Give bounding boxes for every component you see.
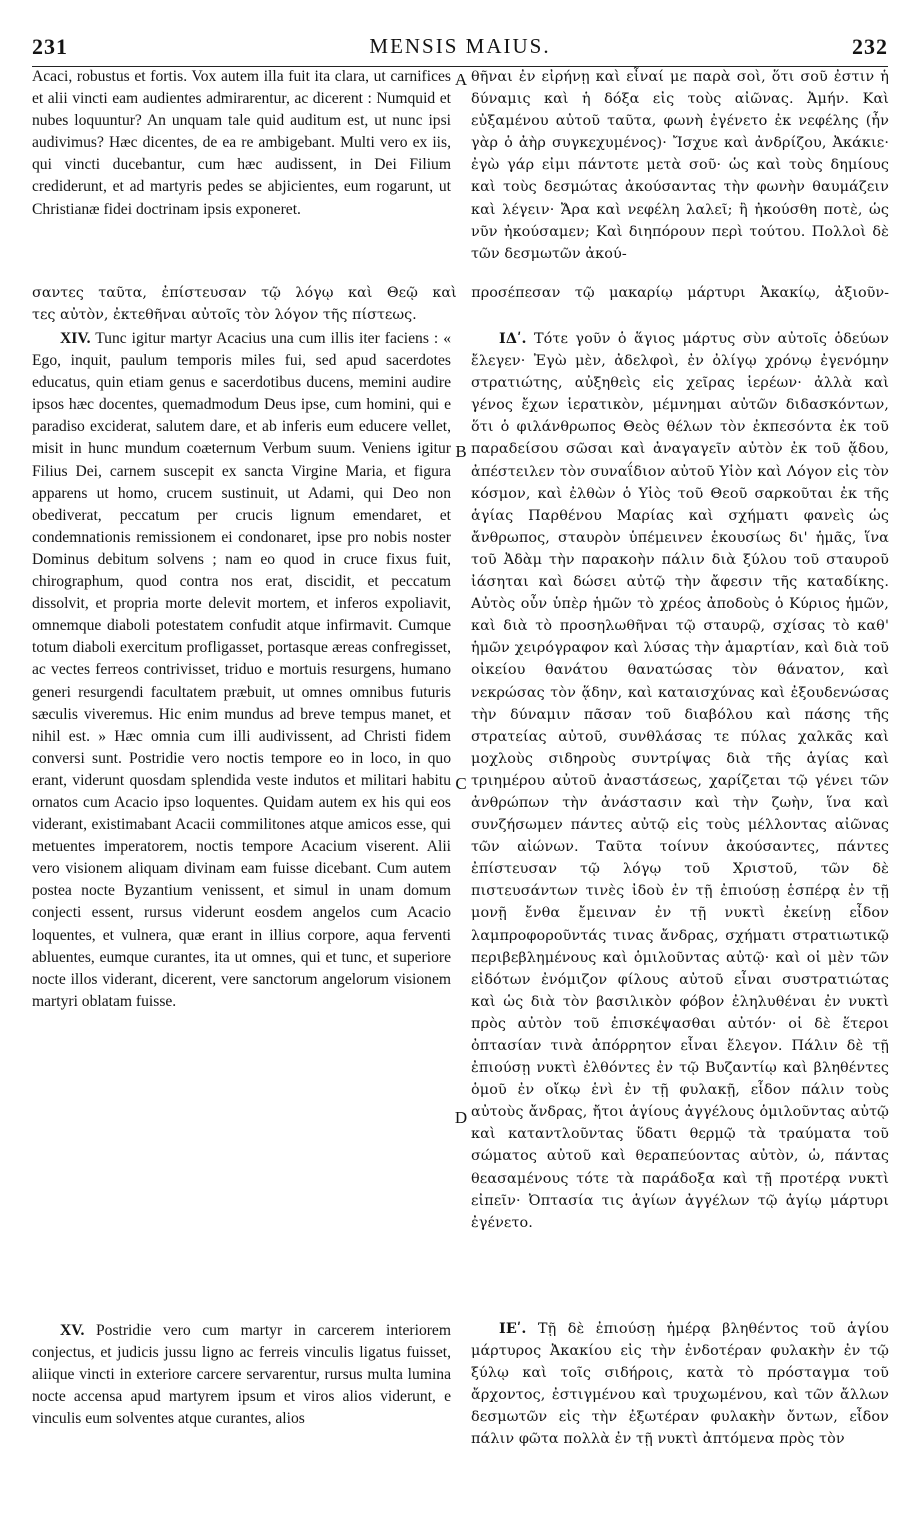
latin-column-top bbox=[32, 66, 451, 284]
page-number-left: 231 bbox=[32, 34, 68, 59]
greek-paragraph-top: θῆναι ἐν εἰρήνῃ καὶ εἶναί με παρὰ σοὶ, ὅτι σοῦ ἐστιν ἡ δύναμις καὶ ἡ δόξα εἰς τοὺς αἰῶνας. Ἀμήν. Καὶ εὐξαμένου αὐτοῦ ταῦτα, φωνὴ ἐγένετο ἐκ νεφέλης (ἦν γὰρ ὁ ἀὴρ συγκεχυμένος)· Ἴσχυε καὶ ἀνδρίζου, Ἀκάκιε· ἐγὼ γάρ εἰμι πάντοτε μετὰ σοῦ· ὡς καὶ τοὺς δημίους καὶ τοὺς δεσμώτας ἀκούσαντας τὴν φωνὴν θαυμάζειν καὶ λέγειν· Ἄρα καὶ νεφέλη λαλεῖ; ἢ ἠκούσθη ποτὲ, ὡς νῦν ἠκούσαμεν; Καὶ διηπόρουν περὶ τούτου. Πολλοὶ δὲ τῶν δεσμωτῶν ἀκού- bbox=[471, 69, 889, 262]
column-marker-d: D bbox=[454, 1108, 468, 1127]
latin-section-14-number: XIV. bbox=[60, 330, 91, 347]
page-number-right: 232 bbox=[852, 34, 888, 59]
latin-section-15-text: Postridie vero cum martyr in carcerem interiorem conjectus, et judicis jussu ligno ac ferreis vinculis ligatus fuisset, aliique vincti in exteriore carcere servarentur, rursus multa lumina nocte accensa apud martyrem ipsum et viros alios viderunt, e vinculis eum solventes atque curantes, alios bbox=[32, 1322, 451, 1428]
greek-section-14-number: ΙΔʹ. bbox=[499, 330, 527, 347]
page-header bbox=[32, 32, 888, 67]
spanning-greek-lines bbox=[32, 282, 889, 326]
spanning-line-1: σαντες ταῦτα, ἐπίστευσαν τῷ λόγῳ καὶ Θεῷ καὶ προσέπεσαν τῷ μακαρίῳ μάρτυρι Ἀκακίῳ, ἀξιοῦν- bbox=[32, 285, 889, 301]
latin-section-14 bbox=[32, 328, 451, 1303]
running-title: MENSIS MAIUS. bbox=[369, 34, 551, 58]
greek-column-top bbox=[471, 66, 889, 284]
spanning-line-2: τες αὐτὸν, ἐκτεθῆναι αὐτοῖς τὸν λόγον τῆς πίστεως. bbox=[32, 307, 417, 323]
column-marker-a: A bbox=[454, 70, 468, 89]
latin-section-14-text: Tunc igitur martyr Acacius una cum illis iter faciens : « Ego, inquit, paulum temporis miles fui, sed apud sacerdotes educatus, quin etiam genus e sacerdotibus ducens, memini audire ipsos hæc docentes, quemadmodum Deus ipse, cum homini, qui e paradiso exciderat, salutem dare, et ab inferis eum educere vellet, misit in hunc mundum coæternum Verbum suum. Veniens igitur Filius Dei, carnem suscepit ex sancta Virgine Maria, et figura apparens ut homo, crucem sustinuit, ut Adami, qui Deo non obediverat, peccatum per crucis lignum emendaret, et condemnationis remissionem ei condonaret, ipse pro nobis noster Dominus debitum solvens ; nam eo quod in cruce fixus fuit, chirographum, quod contra nos erat, discidit, et peccatum dissolvit, et propria morte delevit mortem, et inferos expoliavit, omnemque diaboli potestatem confudit atque infirmavit. Cumque totum diaboli exercitum profligasset, portasque æreas confregisset, ac vectes ferreos contrivisset, triduo e mortuis resurgens, humano generi resurgendi facultatem præbuit, ut omnes omnibus futuris sæculis viveremus. Hic enim mundus ad breve tempus manet, et nihil est. » Hæc omnia cum illi audivissent, ad Christi fidem conversi sunt. Postridie vero noctis tempore eo in loco, in quo erant, viderunt quosdam splendida veste indutos et militari habitu ornatos cum Acacio ipso loquentes. Quidam autem ex his qui eos viderant, existimabant Acacii commilitones atque amicos esse, qui metuentes imperatorem, noctis tempore Acacium viserent. Alii vero visionem aliquam divinam eam fuisse dicebant. Cum autem postea nocte Byzantium venissent, et simul in unam domum conjecti essent, rursus viderunt eosdem angelos cum Acacio loquentes, et vulnera, quæ erant in illius corpore, aqua ferventi abluentes, eumque curantes, ita ut omnes, qui et tunc, et superiore nocte illos viderant, dicerent, vere sanctorum angelorum visionem martyri oblatam fuisse. bbox=[32, 330, 451, 1010]
greek-section-14 bbox=[471, 328, 889, 1308]
column-marker-b: B bbox=[455, 442, 467, 461]
greek-section-15-text: Τῇ δὲ ἐπιούσῃ ἡμέρᾳ βληθέντος τοῦ ἁγίου μάρτυρος Ἀκακίου εἰς τὴν ἐνδοτέραν φυλακὴν ἐν τῷ ξύλῳ καὶ τοῖς σιδήροις, κατὰ τὸ πρόσταγμα τοῦ ἄρχοντος, ἐστιγμένου καὶ τρυχωμένου, καὶ τῶν ἄλλων δεσμωτῶν εἰς τὴν ἐξωτέραν φυλακὴν ὄντων, εἶδον πάλιν φῶτα πολλὰ ἐν τῇ νυκτὶ ἀπτόμενα πρὸς τὸν bbox=[471, 1321, 889, 1448]
column-marker-c: C bbox=[455, 774, 467, 793]
greek-section-14-text: Τότε γοῦν ὁ ἅγιος μάρτυς σὺν αὐτοῖς ὁδεύων ἔλεγεν· Ἐγὼ μὲν, ἀδελφοὶ, ἐν ὀλίγῳ χρόνῳ ἐγενόμην στρατιώτης, αὐξηθεὶς εἰς χεῖρας ἱερέων· ἀλλὰ καὶ γένος ἔχων ἱερατικὸν, μέμνημαι αὐτῶν διδασκόντων, ὅτι ὁ φιλάνθρωπος Θεὸς θέλων τὸν ἐκπεσόντα ἐκ τοῦ παραδείσου σῶσαι καὶ ἀναγαγεῖν αὐτὸν ἐκ τοῦ ᾅδου, ἀπέστειλεν τὸν συναΐδιον αὐτοῦ Υἱὸν καὶ Λόγον εἰς τὸν κόσμον, καὶ ἐλθὼν ὁ Υἱὸς τοῦ Θεοῦ σαρκοῦται ἐκ τῆς ἁγίας Παρθένου Μαρίας καὶ σχήματι φανεὶς ὡς ἄνθρωπος, σταυρὸν ὑπέμεινεν ἑκουσίως δι' ἡμᾶς, ἵνα τοῦ Ἀδὰμ τὴν παρακοὴν πάλιν διὰ ξύλου τοῦ σταυροῦ ἰάσηται καὶ δώσει αὐτῷ τὴν ἄφεσιν τῆς καταδίκης. Αὐτὸς οὖν ὑπὲρ ἡμῶν τὸ χρέος ἀποδοὺς ὁ Κύριος ἡμῶν, καὶ διὰ τὸ προσηλωθῆναι τῷ σταυρῷ, σχίσας τὸ καθ' ἡμῶν χειρόγραφον καὶ λύσας τὴν ἁμαρτίαν, καὶ διὰ τοῦ οἰκείου θανάτου θανατώσας τὸν θάνατον, καὶ νεκρώσας τὸν ᾅδην, καὶ καταισχύνας καὶ ἐξουδενώσας τὴν δύναμιν πᾶσαν τοῦ διαβόλου καὶ πάσης τῆς στρατείας αὐτοῦ, συνθλάσας τε πύλας χαλκᾶς καὶ μοχλοὺς σιδηροὺς συντρίψας διὰ τῆς ἁγίας καὶ τριημέρου αὐτοῦ ἀναστάσεως, χαρίζεται τῷ γένει τῶν ἀνθρώπων τὴν ἀνάστασιν καὶ τὴν ζωὴν, ἵνα καὶ συνζήσωμεν πάντες αὐτῷ εἰς τοὺς μέλλοντας αἰῶνας τῶν αἰώνων. Ταῦτα τοίνυν ἀκούσαντες, πάντες ἐπίστευσαν τῷ λόγῳ τοῦ Χριστοῦ, τῶν δὲ πιστευσάντων τινὲς ἰδοὺ ἐν τῇ ἐπιούσῃ ἑσπέρᾳ ἐν τῇ μονῇ ἔνθα ἔμειναν ἐν τῇ νυκτὶ ἐκείνῃ εἶδον λαμπροφοροῦντάς τινας ἄνδρας, σχήματι στρατιωτικῷ περιβεβλημένους καὶ ὁμιλοῦντας αὐτῷ· καὶ οἱ μὲν τῶν εἰδότων ἐνόμιζον φίλους αὐτοῦ εἶναι συστρατιώτας καὶ ὡς διὰ τὸν βασιλικὸν φόβον ἐληλυθέναι ἐν νυκτὶ πρὸς αὐτὸν τοῦ ἐπισκέψασθαι αὐτόν· οἱ δὲ ἕτεροι ὀπτασίαν τινὰ ἀπόρρητον εἶναι ἔλεγον. Πάλιν δὲ τῇ ἐπιούσῃ νυκτὶ ἐλθόντες ἐν τῷ Βυζαντίῳ καὶ βληθέντες ὁμοῦ ἐν οἴκῳ ἑνὶ ἐν τῇ φυλακῇ, εἶδον πάλιν τοὺς αὐτοὺς ἄνδρας, ἤτοι ἁγίους ἀγγέλους ὁμιλοῦντας αὐτῷ καὶ καταντλοῦντας ὕδατι θερμῷ τὰ τραύματα τοῦ σώματος αὐτοῦ καὶ θεραπεύοντας αὐτὸν, ὡ, πάντας θεασαμένους τότε τὰ παράδοξα καὶ τῇ προτέρᾳ νυκτὶ εἰπεῖν· Ὀπτασία τις ἁγίων ἀγγέλων τῷ ἁγίῳ μάρτυρι ἐγένετο. bbox=[471, 331, 889, 1231]
greek-section-15 bbox=[471, 1318, 889, 1518]
greek-section-15-number: ΙΕʹ. bbox=[499, 1320, 527, 1337]
latin-paragraph-top: Acaci, robustus et fortis. Vox autem illa fuit ita clara, ut carnifices et alii vincti eam audientes admirarentur, ac dicerent : Numquid et nubes loquuntur? An unquam tale quid auditum est, ut nunc ipsi audivimus? Hæc dicentes, de ea re ambigebant. Multi vero ex iis, qui vincti ducebantur, cum hæc audissent, in Dei Filium crediderunt, et ad martyris pedes se abjicientes, eum rogarunt, ut Christianæ fidei doctrinam ipsis exponeret. bbox=[32, 68, 451, 218]
latin-section-15 bbox=[32, 1320, 451, 1520]
latin-section-15-number: XV. bbox=[60, 1322, 85, 1339]
